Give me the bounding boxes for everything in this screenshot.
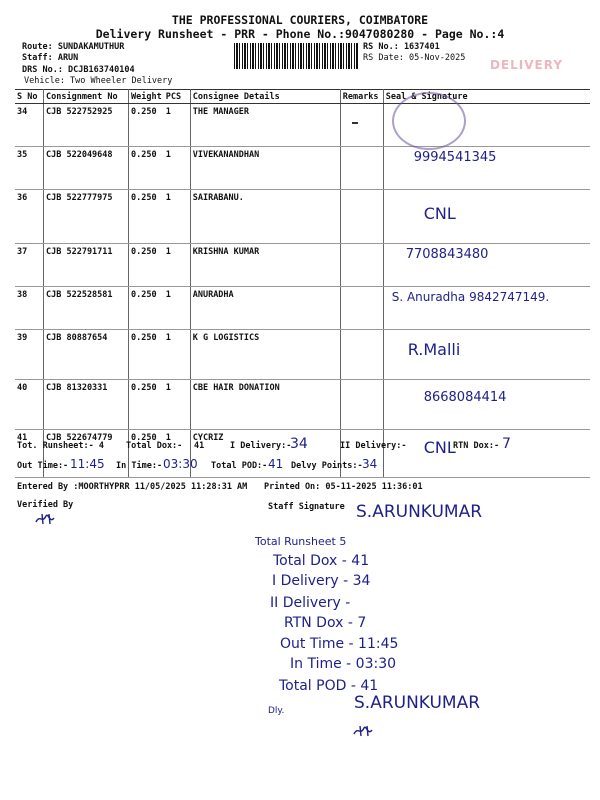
row-remarks: [340, 104, 383, 147]
row-sno: 34: [15, 104, 44, 147]
hw-i-delivery: I Delivery - 34: [272, 573, 371, 589]
company-title: THE PROFESSIONAL COURIERS, COIMBATORE: [171, 13, 429, 27]
delvy-points-label: Delvy Points:-: [291, 461, 363, 471]
row-signature: 7708843480: [383, 244, 590, 287]
hw-rtn-dox: RTN Dox - 7: [284, 615, 367, 631]
row-consignment: CJB 522049648: [44, 147, 129, 190]
row-pcs: 1: [164, 330, 191, 380]
table-row: [15, 287, 590, 330]
rtn-dox-value: 7: [502, 436, 511, 452]
col-weight: Weight: [129, 90, 164, 104]
row-consignee: CBE HAIR DONATION: [190, 380, 340, 430]
row-signature: R.Malli: [383, 330, 590, 380]
runsheet-subtitle: Delivery Runsheet - PRR - Phone No.:9047080280 - Page No.:4: [95, 27, 505, 41]
row-consignee: KRISHNA KUMAR: [190, 244, 340, 287]
barcode: [234, 43, 358, 69]
entered-by: Entered By :MOORTHYPRR 11/05/2025 11:28:31 AM: [17, 482, 248, 492]
row-pcs: 1: [164, 287, 191, 330]
staff-signature-label: Staff Signature: [268, 502, 345, 512]
row-sno: 37: [15, 244, 44, 287]
row-weight: 0.250: [129, 287, 164, 330]
row-remarks: [340, 380, 383, 430]
route-label: Route: SUNDAKAMUTHUR: [22, 42, 125, 52]
row-weight: 0.250: [129, 330, 164, 380]
table-row: [15, 104, 590, 147]
total-pod-label: Total POD:-: [211, 461, 268, 471]
row-pcs: 1: [164, 104, 191, 147]
hw-ii-delivery: II Delivery -: [270, 595, 351, 611]
row-consignee: CYCRIZ: [190, 430, 340, 478]
bottom-signature: [352, 722, 380, 738]
row-weight: 0.250: [129, 430, 164, 478]
printed-on: Printed On: 05-11-2025 11:36:01: [264, 482, 423, 492]
row-pcs: 1: [164, 244, 191, 287]
row-signature: S. Anuradha 9842747149.: [383, 287, 590, 330]
verified-signature: [34, 510, 62, 526]
row-consignment: CJB 522528581: [44, 287, 129, 330]
row-remarks: [340, 147, 383, 190]
row-weight: 0.250: [129, 147, 164, 190]
row-sno: 36: [15, 190, 44, 244]
row-sno: 40: [15, 380, 44, 430]
row-signature: CNL: [383, 430, 590, 478]
hw-out-time: Out Time - 11:45: [280, 636, 399, 652]
row-consignment: CJB 522752925: [44, 104, 129, 147]
hw-total-runsheet: Total Runsheet 5: [255, 535, 347, 548]
row-signature: 9994541345: [383, 147, 590, 190]
row-consignment: CJB 522791711: [44, 244, 129, 287]
row-weight: 0.250: [129, 104, 164, 147]
vehicle-label: Vehicle: Two Wheeler Delivery: [24, 76, 173, 86]
row-pcs: 1: [164, 190, 191, 244]
rs-number: RS No.: 1637401: [363, 42, 440, 52]
row-consignee: THE MANAGER: [190, 104, 340, 147]
delivery-stamp: DELIVERY: [490, 58, 564, 72]
row-pcs: 1: [164, 430, 191, 478]
hw-staff-name: S.ARUNKUMAR: [354, 693, 481, 713]
row-remarks: [340, 244, 383, 287]
row-remarks: [340, 190, 383, 244]
in-time-value: 03:30: [163, 457, 198, 471]
row-consignment: CJB 80887654: [44, 330, 129, 380]
row-remarks: [340, 330, 383, 380]
row-consignee: ANURADHA: [190, 287, 340, 330]
drs-label: DRS No.: DCJB163740104: [22, 65, 135, 75]
hw-dly-label: Dly.: [268, 706, 285, 716]
hw-total-dox: Total Dox - 41: [273, 553, 370, 569]
hw-in-time: In Time - 03:30: [290, 656, 397, 672]
row-remarks: [340, 287, 383, 330]
table-row: [15, 147, 590, 190]
row-consignee: K G LOGISTICS: [190, 330, 340, 380]
i-delivery-value: 34: [290, 436, 308, 452]
row-signature: 8668084414: [383, 380, 590, 430]
out-time-value: 11:45: [70, 457, 105, 471]
verified-by-label: Verified By: [17, 500, 74, 510]
total-pod-value: 41: [268, 457, 284, 471]
staff-label: Staff: ARUN: [22, 53, 79, 63]
col-pcs: PCS: [164, 90, 191, 104]
ii-delivery-label: II Delivery:-: [340, 441, 407, 451]
row-sno: 38: [15, 287, 44, 330]
runsheet-table: [15, 89, 590, 478]
col-remarks: Remarks: [340, 90, 383, 104]
table-header-row: [15, 90, 590, 104]
total-dox-label: Total Dox:-: [126, 441, 183, 451]
col-sno: S No: [15, 90, 44, 104]
seal-stamp: [392, 92, 466, 150]
rtn-dox-label: RTN Dox:-: [453, 441, 500, 451]
row-pcs: 1: [164, 380, 191, 430]
remarks-dash-mark: [352, 122, 358, 124]
total-runsheet: Tot. Runsheet:- 4: [17, 441, 104, 451]
row-weight: 0.250: [129, 244, 164, 287]
row-consignment: CJB 522777975: [44, 190, 129, 244]
col-signature: Seal & Signature: [383, 90, 590, 104]
out-time-label: Out Time:-: [17, 461, 69, 471]
row-weight: 0.250: [129, 380, 164, 430]
i-delivery-label: I Delivery:-: [230, 441, 292, 451]
row-signature: CNL: [383, 190, 590, 244]
row-consignment: CJB 522674779: [44, 430, 129, 478]
total-dox-value: 41: [194, 441, 205, 451]
row-weight: 0.250: [129, 190, 164, 244]
table-row: [15, 190, 590, 244]
col-consignee: Consignee Details: [190, 90, 340, 104]
delvy-points-value: 34: [362, 457, 378, 471]
row-sno: 41: [15, 430, 44, 478]
row-consignee: VIVEKANANDHAN: [190, 147, 340, 190]
row-consignee: SAIRABANU.: [190, 190, 340, 244]
row-consignment: CJB 81320331: [44, 380, 129, 430]
table-row: [15, 330, 590, 380]
in-time-label: In Time:-: [116, 461, 163, 471]
row-sno: 35: [15, 147, 44, 190]
staff-name-signature: S.ARUNKUMAR: [356, 502, 483, 522]
row-sno: 39: [15, 330, 44, 380]
hw-total-pod: Total POD - 41: [279, 678, 379, 694]
table-row: [15, 244, 590, 287]
table-row: [15, 380, 590, 430]
rs-date: RS Date: 05-Nov-2025: [363, 53, 466, 63]
row-pcs: 1: [164, 147, 191, 190]
col-consignment: Consignment No: [44, 90, 129, 104]
